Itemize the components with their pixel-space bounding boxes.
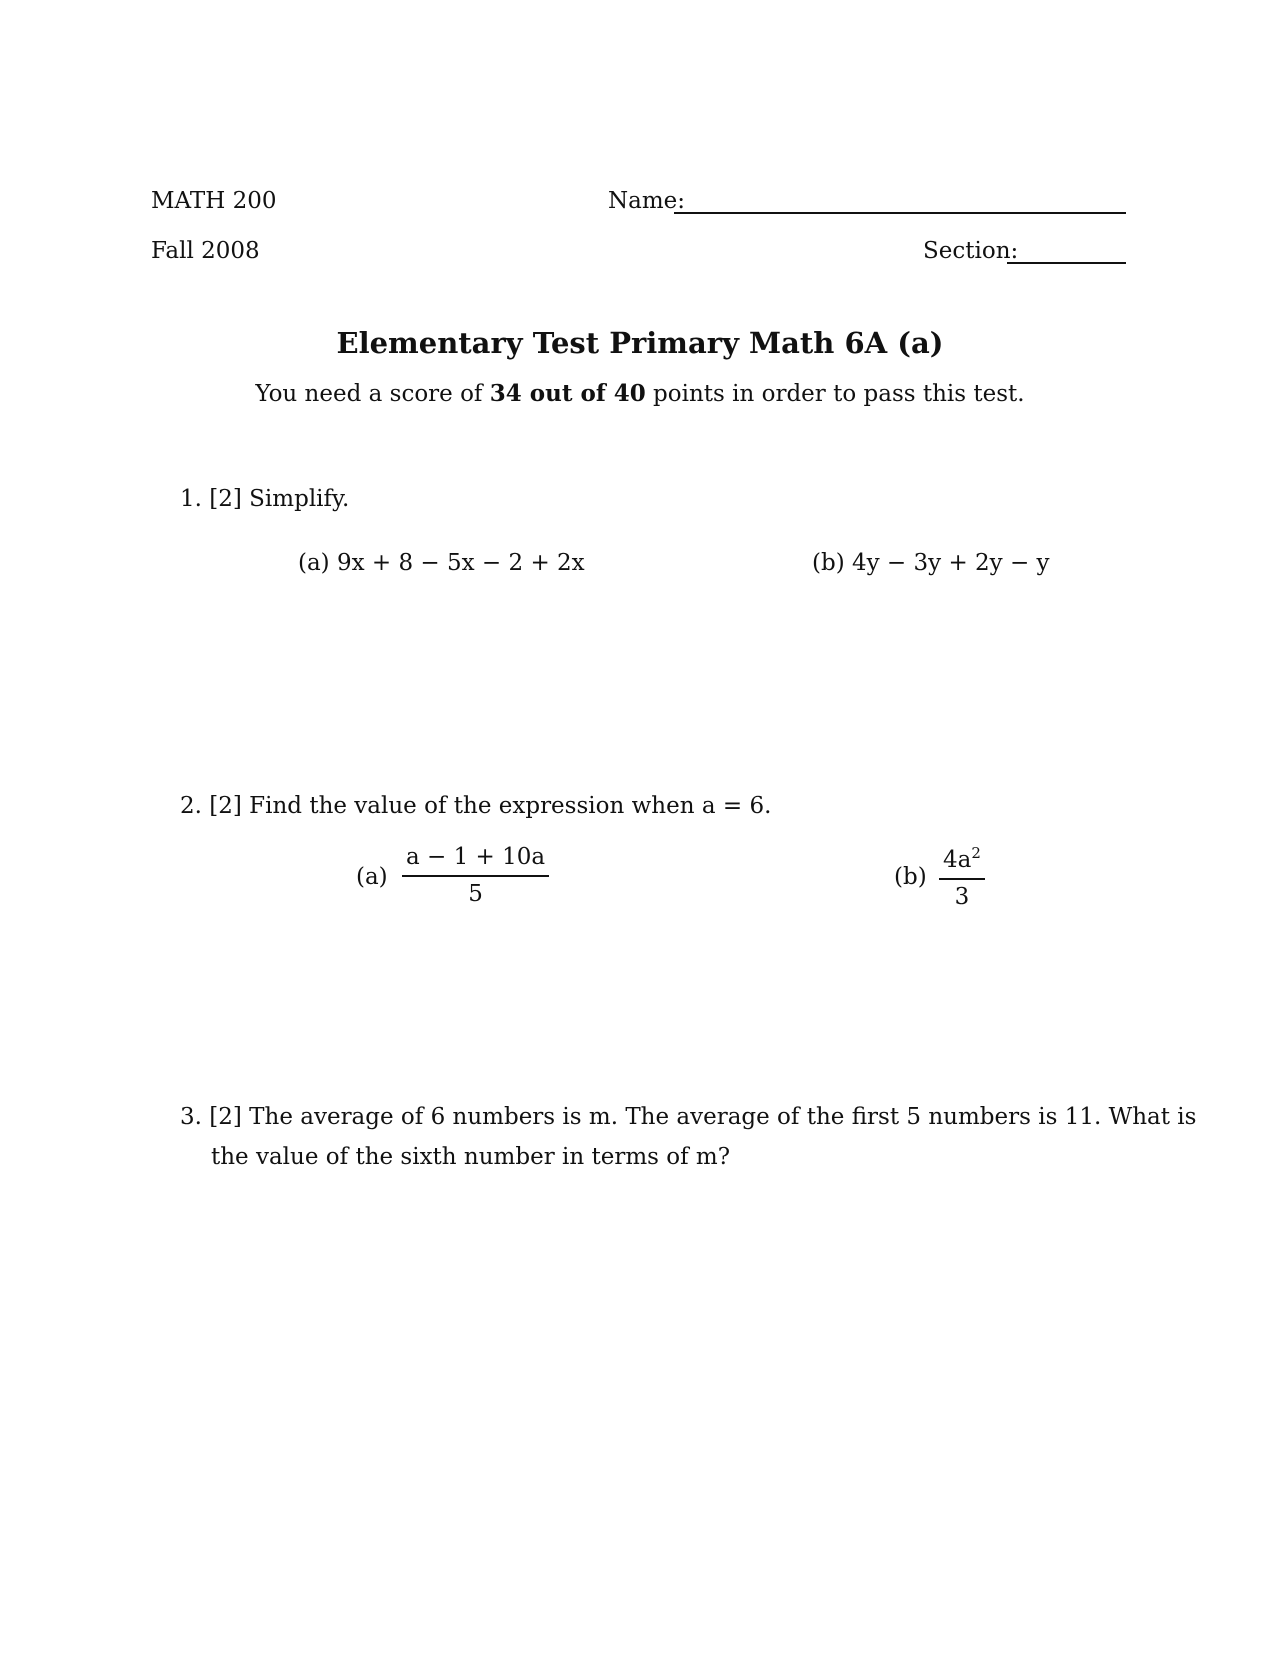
question-1 (180, 488, 349, 511)
intro-score: 34 out of 40 (489, 380, 646, 407)
numerator-base: 4a (943, 847, 972, 873)
question-points: [2] (209, 793, 242, 819)
part-expression: 9x + 8 − 5x − 2 + 2x (336, 550, 585, 576)
section-blank-line (1007, 262, 1126, 264)
intro-before: You need a score of (255, 381, 490, 407)
part-expression: 4y − 3y + 2y − y (851, 550, 1050, 576)
course-label: MATH 200 (151, 188, 277, 214)
intro-text (0, 382, 1280, 406)
numerator-exponent: 2 (971, 844, 981, 862)
question-text: Find the value of the expression when a = 6. (249, 793, 772, 819)
name-label: Name: (608, 188, 686, 214)
question-1b (812, 552, 1050, 575)
question-number: 2. (180, 793, 202, 819)
question-points: [2] (209, 486, 242, 512)
question-1a (298, 552, 585, 575)
fraction-numerator: a − 1 + 10a (402, 846, 549, 877)
part-label: (b) (812, 550, 845, 576)
intro-after: points in order to pass this test. (645, 381, 1025, 407)
section-label: Section: (923, 238, 1019, 264)
question-2b-fraction (939, 846, 985, 909)
fraction-numerator (939, 846, 985, 880)
part-label: (a) (298, 550, 330, 576)
question-3-line2: the value of the sixth number in terms of m? (211, 1144, 731, 1170)
question-3 (180, 1106, 1196, 1129)
question-2a-fraction (402, 846, 549, 906)
question-number: 3. (180, 1104, 202, 1130)
question-text: Simplify. (249, 486, 350, 512)
question-2b-label: (b) (894, 864, 927, 890)
name-blank-line (674, 212, 1126, 214)
question-2 (180, 795, 771, 818)
question-number: 1. (180, 486, 202, 512)
fraction-denominator: 3 (954, 884, 970, 910)
question-points: [2] (209, 1104, 242, 1130)
term-label: Fall 2008 (151, 238, 260, 264)
question-2a-label: (a) (356, 864, 388, 890)
fraction-denominator: 5 (468, 881, 483, 907)
question-text-line1: The average of 6 numbers is m. The average of the first 5 numbers is 11. What is (249, 1104, 1197, 1130)
test-title: Elementary Test Primary Math 6A (a) (336, 326, 944, 360)
